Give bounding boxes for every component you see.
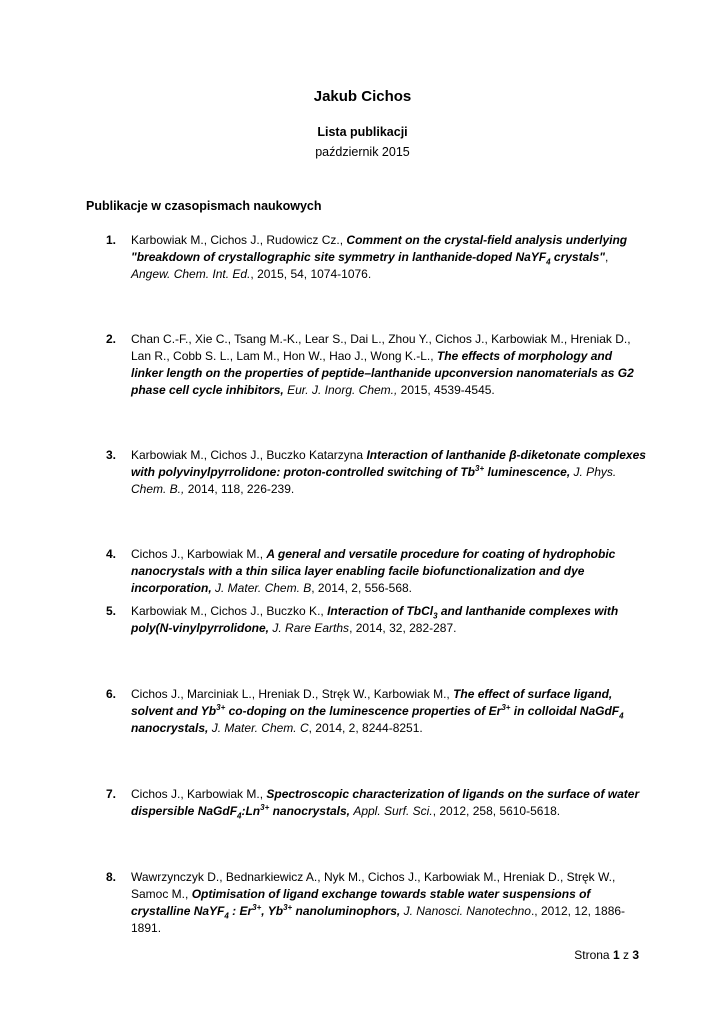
title-part: in colloidal NaGdF	[510, 704, 620, 718]
title-superscript: 3+	[501, 703, 511, 712]
publication-details: , 2014, 2, 556-568.	[311, 581, 413, 595]
title-subscript: 4	[546, 257, 551, 267]
publication-details: 2014, 118, 226-239.	[184, 482, 295, 496]
publication-authors: Karbowiak M., Cichos J., Buczko Katarzyna	[131, 448, 367, 462]
title-part: Spectroscopic characterization of ligands on the surface of water dispersible NaGdF	[131, 787, 640, 818]
publication-authors: Chan C.-F., Xie C., Tsang M.-K., Lear S., Dai L., Zhou Y., Cichos J., Karbowiak M., Hreniak D., Lan R., Cobb S. L., Lam M., Hon W., Hao J., Wong K.-L.,	[131, 332, 631, 363]
title-part: nanocrystals,	[131, 721, 209, 735]
publication-number: 2.	[106, 332, 117, 346]
publication-authors: Cichos J., Karbowiak M.,	[131, 787, 267, 801]
title-part: :Ln	[241, 804, 261, 818]
title-superscript: 3+	[216, 703, 226, 712]
title-part: , Yb	[261, 904, 284, 918]
publication-item	[106, 686, 646, 737]
publication-number: 8.	[106, 870, 117, 884]
publication-authors: Cichos J., Karbowiak M.,	[131, 547, 267, 561]
publication-number: 5.	[106, 604, 117, 618]
author-name: Jakub Cichos	[313, 88, 412, 105]
publication-details: , 2015, 54, 1074-1076.	[250, 267, 372, 281]
publication-journal: J. Mater. Chem. C	[211, 721, 309, 735]
publication-item	[106, 331, 646, 399]
publication-journal: Angew. Chem. Int. Ed.	[131, 267, 251, 281]
title-part: The effect of surface ligand, solvent and Yb	[131, 687, 613, 718]
total-pages: 3	[632, 948, 639, 962]
title-part: crystals"	[550, 250, 605, 264]
publication-text	[131, 232, 646, 283]
section-title: Publikacje w czasopismach naukowych	[86, 199, 322, 213]
title-part: Optimisation of ligand exchange towards stable water suspensions of crystalline NaYF	[131, 887, 591, 918]
publication-journal: Eur. J. Inorg. Chem.,	[287, 383, 398, 397]
publication-number: 4.	[106, 547, 117, 561]
publication-authors: Wawrzynczyk D., Bednarkiewicz A., Nyk M., Cichos J., Karbowiak M., Hreniak D., Stręk W., Samoc M.,	[131, 870, 616, 901]
title-part: : Er	[228, 904, 253, 918]
title-superscript: 3+	[260, 803, 270, 812]
publication-text	[131, 447, 646, 498]
title-part: Interaction of TbCl	[327, 604, 434, 618]
publication-title: The effects of morphology and linker length on the properties of peptide–lanthanide upconversion nanomaterials as G2 phase cell cycle inhibitors,	[131, 349, 634, 397]
title-subscript: 4	[237, 811, 242, 821]
title-subscript: 4	[619, 711, 624, 721]
title-part: luminescence,	[484, 465, 571, 479]
publication-journal: J. Mater. Chem. B	[215, 581, 312, 595]
publication-journal: Appl. Surf. Sci.	[353, 804, 433, 818]
publication-text	[131, 331, 646, 399]
publication-text	[131, 786, 646, 820]
title-part: nanoluminophors,	[292, 904, 401, 918]
separator: ,	[604, 250, 609, 264]
title-part: and lanthanide complexes with poly(N-vinylpyrrolidone,	[131, 604, 619, 635]
publication-journal: J. Phys. Chem. B.,	[131, 465, 617, 496]
document-date: październik 2015	[315, 145, 410, 159]
publication-text	[131, 869, 646, 937]
current-page: 1	[612, 948, 620, 962]
publication-title: A general and versatile procedure for coating of hydrophobic nanocrystals with a thin silica layer enabling facile biofunctionalization and dye incorporation,	[131, 547, 616, 595]
publication-details: , 2014, 32, 282-287.	[349, 621, 457, 635]
publication-authors: Cichos J., Marciniak L., Hreniak D., Stręk W., Karbowiak M.,	[131, 687, 454, 701]
page-footer	[574, 948, 639, 962]
title-part: nanocrystals,	[269, 804, 350, 818]
publication-details: , 2014, 2, 8244-8251.	[308, 721, 423, 735]
publication-text	[131, 603, 646, 637]
title-subscript: 3	[433, 611, 438, 621]
publication-number: 1.	[106, 233, 117, 247]
publication-number: 7.	[106, 787, 117, 801]
publication-text	[131, 546, 646, 597]
publication-item	[106, 546, 646, 597]
footer-label: Strona	[574, 948, 610, 962]
title-subscript: 4	[224, 911, 229, 921]
publication-text	[131, 686, 646, 737]
publication-details: , 2012, 258, 5610-5618.	[432, 804, 561, 818]
publication-item	[106, 869, 646, 937]
title-superscript: 3+	[283, 903, 293, 912]
footer-of: z	[622, 948, 629, 962]
publication-details: 2015, 4539-4545.	[397, 383, 495, 397]
title-superscript: 3+	[475, 464, 485, 473]
publication-details: ., 2012, 12, 1886-1891.	[131, 904, 626, 935]
publication-number: 6.	[106, 687, 117, 701]
title-part: co-doping on the luminescence properties of Er	[225, 704, 502, 718]
title-superscript: 3+	[252, 903, 262, 912]
document-subtitle: Lista publikacji	[317, 125, 408, 139]
title-part: Interaction of lanthanide β-diketonate complexes with polyvinylpyrrolidone: proton-controlled switching of Tb	[131, 448, 646, 479]
publication-authors: Karbowiak M., Cichos J., Rudowicz Cz.,	[131, 233, 347, 247]
publication-item	[106, 786, 646, 820]
publication-journal: J. Nanosci. Nanotechno	[403, 904, 531, 918]
publication-number: 3.	[106, 448, 117, 462]
publication-item	[106, 447, 646, 498]
title-part: Comment on the crystal-field analysis underlying "breakdown of crystallographic site symmetry in lanthanide-doped NaYF	[131, 233, 628, 264]
publication-journal: J. Rare Earths	[272, 621, 350, 635]
publication-authors: Karbowiak M., Cichos J., Buczko K.,	[131, 604, 328, 618]
publication-item	[106, 603, 646, 637]
publication-item	[106, 232, 646, 283]
